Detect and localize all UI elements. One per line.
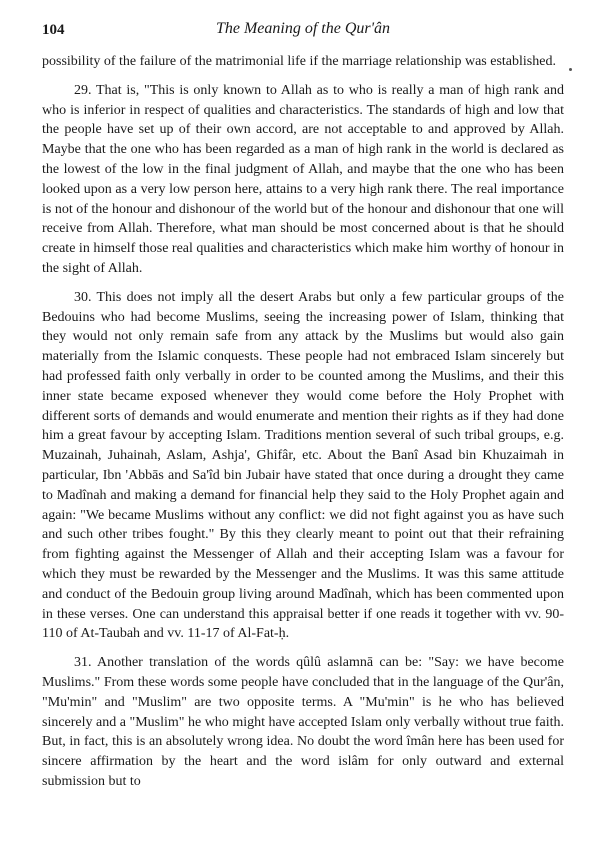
running-title: The Meaning of the Qur'ân xyxy=(215,20,391,37)
body-text xyxy=(42,52,564,792)
page-header xyxy=(42,14,564,40)
document-page xyxy=(42,14,564,801)
scan-speck xyxy=(569,68,572,71)
page-number: 104 xyxy=(42,22,65,38)
note-29: 29. That is, "This is only known to Allah as to who is really a man of high rank and who is inferior in respect of qualities and characteristics. The standards of high and low that the people have set up of their own accord, are not acceptable to and approved by Allah. Maybe that the one who has been regarded as a man of high rank in the world is declared as the lowest of the low in the final judgment of Allah, and maybe that the one who has been looked upon as a very low person here, attains to a very high rank there. The real importance is not of the honour and dishonour of the world but of the honour and dishonour that one will receive from Allah. Therefore, what man should be most concerned about is that he should create in himself those real qualities and characteristics which make him worthy of honour in the sight of Allah. xyxy=(42,82,564,276)
note-30: 30. This does not imply all the desert Arabs but only a few particular groups of the Bedouins who had become Muslims, seeing the increasing power of Islam, thinking that they would not only remain safe from any attack by the Muslims but would also gain materially from the Islamic conquests. These people had not embraced Islam sincerely but had professed faith only verbally in order to be counted among the Muslims, and their this inner state became exposed whenever they would come before the Holy Prophet with different sorts of demands and would enumerate and mention their rights as if they had done him a great favour by accepting Islam. Traditions mention several of such tribal groups, e.g. Muzainah, Juhainah, Aslam, Ashja', Ghifâr, etc. About the Banî Asad bin Khuzaimah in particular, Ibn 'Abbās and Sa'îd bin Jubair have stated that once during a drought they came to Madînah and making a demand for financial help they said to the Holy Prophet again and again: "We became Muslims without any conflict: we did not fight against you as have such and such other tribes fought." By this they clearly meant to point out that their refraining from fighting against the Messenger of Allah and their accepting Islam was a favour for which they must be rewarded by the Messenger and the Muslims. It was this same attitude and conduct of the Bedouin group living around Madînah, which has been commented upon in these verses. One can understand this appraisal better if one reads it together with vv. 90-110 of At-Taubah and vv. 11-17 of Al-Fat-ḥ. xyxy=(42,289,564,642)
paragraph-continuation: possibility of the failure of the matrimonial life if the marriage relationship was established. xyxy=(42,54,556,69)
note-31: 31. Another translation of the words qûlû aslamnā can be: "Say: we have become Muslims." From these words some people have concluded that in the language of the Qur'ân, "Mu'min" and "Muslim" are two opposite terms. A "Mu'min" is he who has believed sincerely and a "Muslim" he who might have accepted Islam only verbally without true faith. But, in fact, this is an absolutely wrong idea. No doubt the word îmân here has been used for sincere affirmation by the heart and the word islâm for only outward and external submission but to xyxy=(42,655,564,789)
